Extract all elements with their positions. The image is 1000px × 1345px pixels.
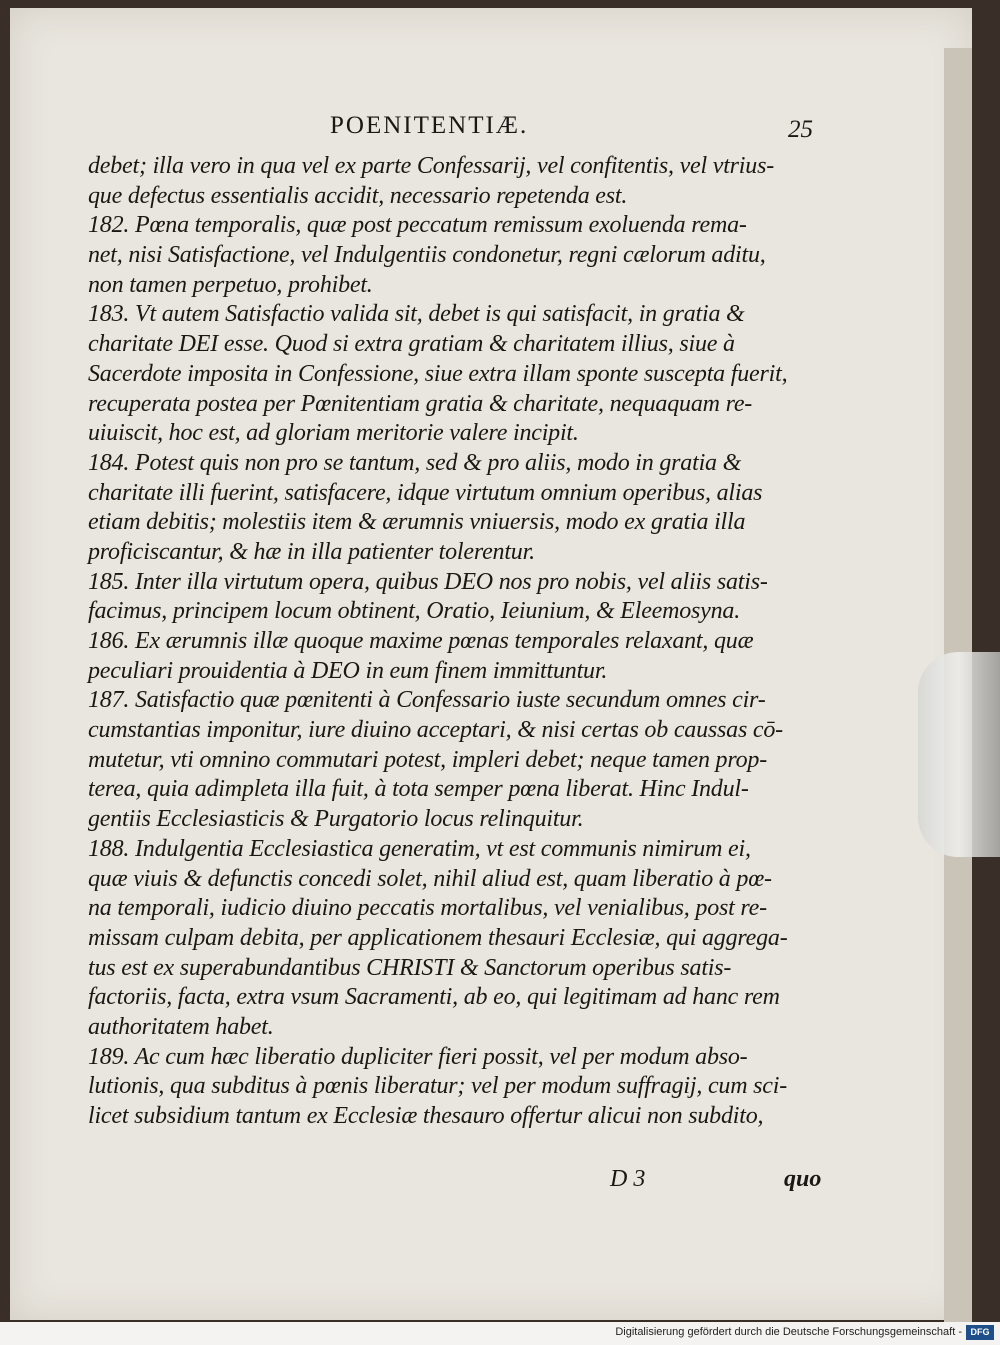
signature-mark: D 3 <box>610 1166 646 1192</box>
text-line: que defectus essentialis accidit, necessario repetenda est. <box>88 182 628 209</box>
text-line: mutetur, vti omnino commutari potest, impleri debet; neque tamen prop- <box>88 746 768 773</box>
text-line: net, nisi Satisfactione, vel Indulgentiis condonetur, regni cælorum aditu, <box>88 242 766 269</box>
text-line: authoritatem habet. <box>88 1013 274 1040</box>
text-line: licet subsidium tantum ex Ecclesiæ thesauro offertur alicui non subdito, <box>88 1103 764 1129</box>
text-line: non tamen perpetuo, prohibet. <box>88 271 373 298</box>
text-line: peculiari prouidentia à DEO in eum finem immittuntur. <box>88 657 608 684</box>
text-line: etiam debitis; molestiis item & ærumnis vniuersis, modo ex gratia illa <box>88 509 746 536</box>
text-line: 183. Vt autem Satisfactio valida sit, debet is qui satisfacit, in gratia & <box>88 301 745 328</box>
footer-bar <box>0 1322 1000 1345</box>
text-line: 185. Inter illa virtutum opera, quibus DEO nos pro nobis, vel aliis satis- <box>88 568 768 595</box>
page-clip <box>918 652 1000 857</box>
text-line: lutionis, qua subditus à pœnis liberatur; vel per modum suffragij, cum sci- <box>88 1073 787 1100</box>
funding-credit: Digitalisierung gefördert durch die Deutsche Forschungsgemeinschaft - <box>615 1326 962 1338</box>
text-line: uiuiscit, hoc est, ad gloriam meritorie valere incipit. <box>88 420 579 447</box>
running-title: POENITENTIÆ. <box>330 112 529 139</box>
text-line: quæ viuis & defunctis concedi solet, nihil aliud est, quam liberatio à pœ- <box>88 865 772 892</box>
text-line: 187. Satisfactio quæ pœnitenti à Confessario iuste secundum omnes cir- <box>88 687 766 714</box>
text-line: 182. Pœna temporalis, quæ post peccatum remissum exoluenda rema- <box>88 212 747 239</box>
text-line: terea, quia adimpleta illa fuit, à tota semper pœna liberat. Hinc Indul- <box>88 776 749 803</box>
text-line: debet; illa vero in qua vel ex parte Confessarij, vel confitentis, vel vtrius- <box>88 153 775 179</box>
text-line: 184. Potest quis non pro se tantum, sed & pro aliis, modo in gratia & <box>88 449 742 476</box>
text-line: na temporali, iudicio diuino peccatis mortalibus, vel venialibus, post re- <box>88 895 767 922</box>
text-line: 189. Ac cum hæc liberatio dupliciter fieri possit, vel per modum abso- <box>88 1043 748 1070</box>
text-line: tus est ex superabundantibus CHRISTI & Sanctorum operibus satis- <box>88 954 732 981</box>
text-line: facimus, principem locum obtinent, Oratio, Ieiunium, & Eleemosyna. <box>88 598 741 625</box>
text-line: factoriis, facta, extra vsum Sacramenti, ab eo, qui legitimam ad hanc rem <box>88 984 780 1011</box>
dfg-logo-icon: DFG <box>966 1325 994 1340</box>
text-line: cumstantias imponitur, iure diuino acceptari, & nisi certas ob caussas cō- <box>88 717 783 744</box>
text-line: charitate DEI esse. Quod si extra gratiam & charitatem illius, siue à <box>88 331 735 358</box>
text-line: gentiis Ecclesiasticis & Purgatorio locus relinquitur. <box>88 806 584 833</box>
text-line: 186. Ex ærumnis illæ quoque maxime pœnas temporales relaxant, quæ <box>88 628 754 654</box>
text-line: proficiscantur, & hæ in illa patienter tolerentur. <box>88 538 535 565</box>
text-line: 188. Indulgentia Ecclesiastica generatim, vt est communis nimirum ei, <box>88 835 751 862</box>
text-line: Sacerdote imposita in Confessione, siue extra illam sponte suscepta fuerit, <box>88 360 788 387</box>
page-number: 25 <box>788 116 813 143</box>
text-line: recuperata postea per Pœnitentiam gratia & charitate, nequaquam re- <box>88 390 753 417</box>
text-line: missam culpam debita, per applicationem thesauri Ecclesiæ, qui aggrega- <box>88 924 788 951</box>
body-text <box>88 153 912 1133</box>
text-line: charitate illi fuerint, satisfacere, idque virtutum omnium operibus, alias <box>88 479 763 506</box>
catchword: quo <box>784 1166 822 1192</box>
